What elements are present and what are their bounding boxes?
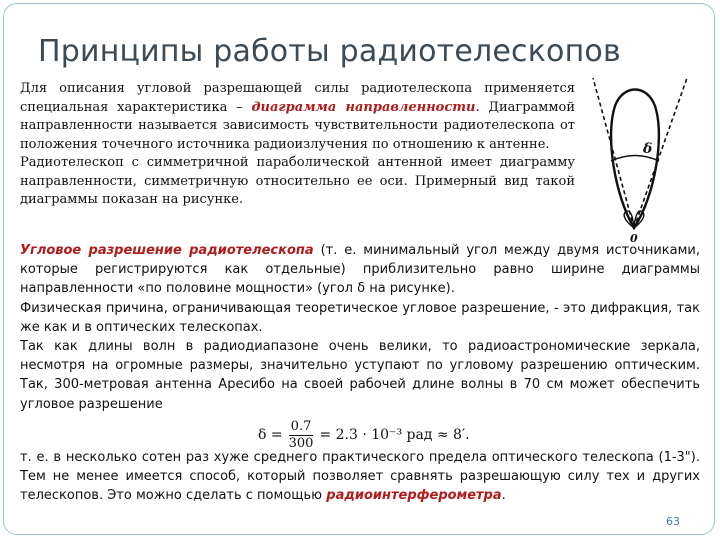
half-power-lines: [593, 78, 687, 228]
term-radio-interferometer: радиоинтерферометра: [326, 488, 502, 504]
left-boundary-line: [593, 78, 634, 228]
delta-label: δ: [643, 141, 653, 157]
formula-fraction: [289, 419, 314, 452]
intro-p1-text-a: Для описания угловой разрешающей силы радиотелескопа применяется специальная характеристика –: [20, 81, 575, 115]
intro-text: [20, 80, 575, 210]
body-paragraph-4: Физическая причина, ограничивающая теоретическое угловое разрешение, - это дифракция, так же как и в оптических телескопах.: [20, 300, 700, 335]
term-directivity-pattern: диаграмма направленности: [251, 99, 476, 115]
closing-text: [20, 448, 700, 506]
intro-paragraph-2: Радиотелескоп с симметричной параболической антенной имеет диаграмму направленности, симметричную относительно ее оси. Примерный вид такой диаграммы показан на рисунке.: [20, 155, 575, 207]
page-title: Принципы работы радиотелескопов: [38, 34, 621, 69]
origin-label: 0: [630, 232, 638, 244]
body-text: [20, 241, 700, 414]
body-paragraph-5: Так как длины волн в радиодиапазоне очень велики, то радиоастрономические зеркала, несмотря на огромные размеры, значительно уступают по угловому разрешению оптическим. Так, 300-метровая антенна Аресибо на своей рабочей длине волны в 70 см может обеспечить угловое разрешение: [20, 339, 700, 412]
formula-numerator: 0.7: [290, 418, 312, 434]
closing-paragraph: [20, 448, 700, 506]
body-paragraph-3: [20, 241, 700, 299]
directivity-diagram: [585, 76, 710, 244]
page-number: 63: [666, 515, 680, 528]
right-boundary-line: [634, 78, 687, 228]
intro-paragraph-1: [20, 80, 575, 154]
closing-text-a: т. е. в несколько сотен раз хуже среднего практического предела оптического телескопа (1-3"). Тем не менее имеется способ, который позволяет сравнять разрешающую силу тех и других телескопов. Это можно сделать с помощью: [20, 450, 700, 504]
body-p3-text: (т. е. минимальный угол между двумя источниками, которые регистрируются как отдельные) приблизительно равно ширине диаграммы направленности «по половине мощности» (угол δ на рисунке).: [20, 243, 700, 297]
term-angular-resolution: Угловое разрешение радиотелескопа: [20, 243, 314, 258]
formula-lhs: δ =: [258, 427, 283, 443]
closing-text-b: .: [501, 488, 506, 504]
intro-p1-text-b: . Диаграммой направленности называется зависимость чувствительности радиотелескопа от положения точечного источника радиоизлучения по отношению к антенне.: [20, 99, 575, 152]
formula-rhs: = 2.3 · 10⁻³ рад ≈ 8′.: [319, 427, 470, 443]
formula-denominator: 300: [288, 435, 314, 451]
